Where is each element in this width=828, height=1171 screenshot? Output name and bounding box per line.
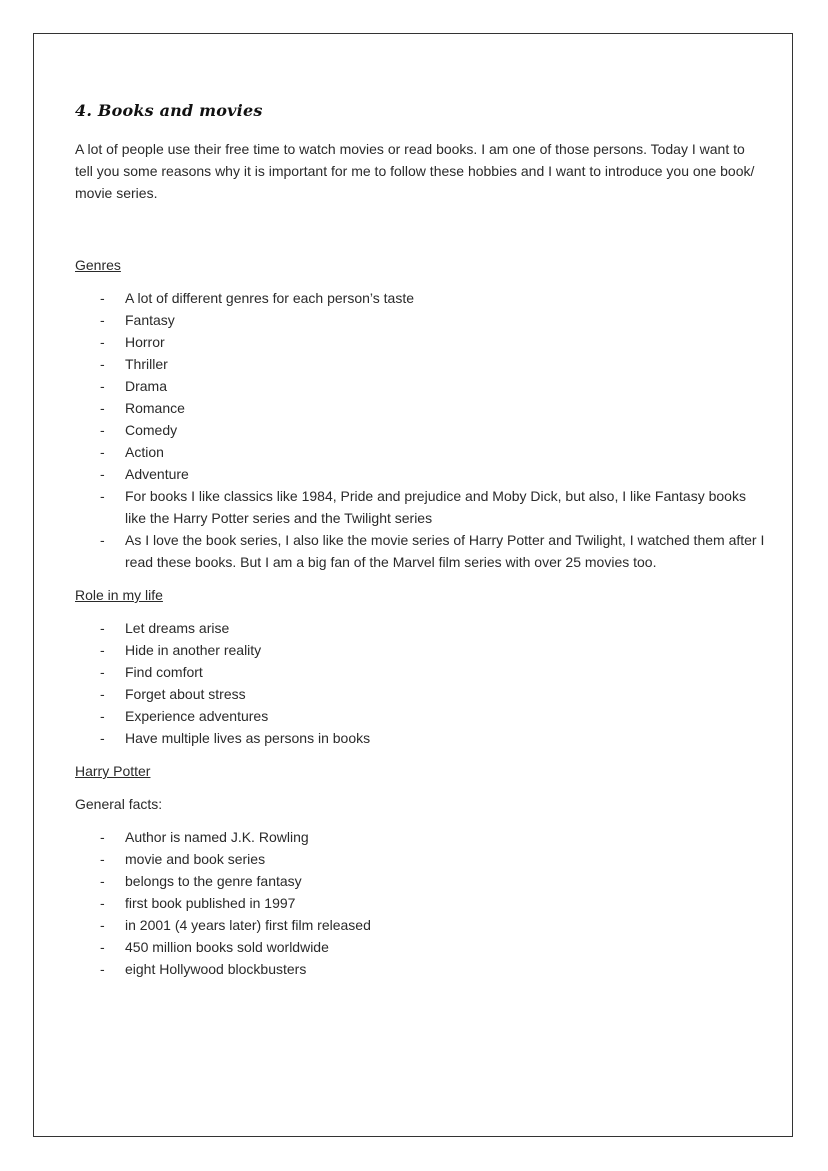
list-item-text: Experience adventures	[125, 708, 269, 724]
dash-bullet: -	[100, 829, 105, 845]
list-item-text: Author is named J.K. Rowling	[125, 829, 309, 845]
document-content	[75, 100, 765, 980]
list-item-text: Comedy	[125, 422, 178, 438]
list-item-text: Horror	[125, 334, 165, 350]
list-item-text: Adventure	[125, 466, 189, 482]
intro-paragraph: A lot of people use their free time to watch movies or read books. I am one of those persons. Today I want to tell you some reasons why it is important for me to follow these hobbies and I want to introduce you one book/ movie series.	[75, 141, 755, 201]
list-item-text: Drama	[125, 378, 168, 394]
list-item	[75, 419, 765, 441]
dash-bullet: -	[100, 312, 105, 328]
list-item	[75, 914, 765, 936]
section-title-harry-potter: Harry Potter	[75, 763, 151, 779]
list-item-text: Forget about stress	[125, 686, 246, 702]
list-item	[75, 353, 765, 375]
list-item	[75, 826, 765, 848]
general-facts-label: General facts:	[75, 796, 163, 812]
list-item	[75, 397, 765, 419]
dash-bullet: -	[100, 334, 105, 350]
list-item	[75, 617, 765, 639]
list-item-text: in 2001 (4 years later) first film released	[125, 917, 371, 933]
list-item-text: Hide in another reality	[125, 642, 262, 658]
list-item	[75, 683, 765, 705]
list-item-text: Find comfort	[125, 664, 203, 680]
dash-bullet: -	[100, 730, 105, 746]
dash-bullet: -	[100, 422, 105, 438]
role-list	[75, 617, 765, 749]
dash-bullet: -	[100, 708, 105, 724]
list-item	[75, 309, 765, 331]
dash-bullet: -	[100, 917, 105, 933]
dash-bullet: -	[100, 873, 105, 889]
list-item-text: belongs to the genre fantasy	[125, 873, 302, 889]
list-item-text: Have multiple lives as persons in books	[125, 730, 371, 746]
list-item-text: As I love the book series, I also like the movie series of Harry Potter and Twilight, I watched them after I read these books. But I am a big fan of the Marvel film series with over 25 movies too.	[125, 532, 765, 570]
list-item-text: eight Hollywood blockbusters	[125, 961, 307, 977]
list-item	[75, 848, 765, 870]
dash-bullet: -	[100, 851, 105, 867]
list-item	[75, 639, 765, 661]
dash-bullet: -	[100, 466, 105, 482]
list-item-text: Action	[125, 444, 164, 460]
dash-bullet: -	[100, 642, 105, 658]
dash-bullet: -	[100, 664, 105, 680]
dash-bullet: -	[100, 686, 105, 702]
dash-bullet: -	[100, 488, 105, 504]
document-heading: 4. Books and movies	[75, 101, 263, 120]
list-item	[75, 705, 765, 727]
dash-bullet: -	[100, 895, 105, 911]
list-item	[75, 485, 765, 529]
dash-bullet: -	[100, 961, 105, 977]
list-item	[75, 958, 765, 980]
dash-bullet: -	[100, 356, 105, 372]
dash-bullet: -	[100, 939, 105, 955]
harry-potter-facts-list	[75, 826, 765, 980]
list-item-text: Fantasy	[125, 312, 175, 328]
list-item	[75, 331, 765, 353]
dash-bullet: -	[100, 400, 105, 416]
dash-bullet: -	[100, 290, 105, 306]
section-title-role: Role in my life	[75, 587, 163, 603]
list-item	[75, 441, 765, 463]
list-item-text: Romance	[125, 400, 185, 416]
dash-bullet: -	[100, 378, 105, 394]
dash-bullet: -	[100, 532, 105, 548]
list-item	[75, 529, 765, 573]
list-item-text: movie and book series	[125, 851, 266, 867]
list-item-text: Let dreams arise	[125, 620, 230, 636]
section-title-genres: Genres	[75, 257, 121, 273]
list-item	[75, 287, 765, 309]
list-item	[75, 463, 765, 485]
list-item	[75, 936, 765, 958]
list-item-text: A lot of different genres for each person’s taste	[125, 290, 414, 306]
list-item	[75, 375, 765, 397]
list-item-text: first book published in 1997	[125, 895, 296, 911]
dash-bullet: -	[100, 444, 105, 460]
list-item	[75, 727, 765, 749]
dash-bullet: -	[100, 620, 105, 636]
list-item	[75, 661, 765, 683]
list-item-text: 450 million books sold worldwide	[125, 939, 329, 955]
genres-list	[75, 287, 765, 573]
list-item-text: Thriller	[125, 356, 168, 372]
list-item-text: For books I like classics like 1984, Pride and prejudice and Moby Dick, but also, I like Fantasy books like the Harry Potter series and the Twilight series	[125, 488, 746, 526]
list-item	[75, 870, 765, 892]
list-item	[75, 892, 765, 914]
